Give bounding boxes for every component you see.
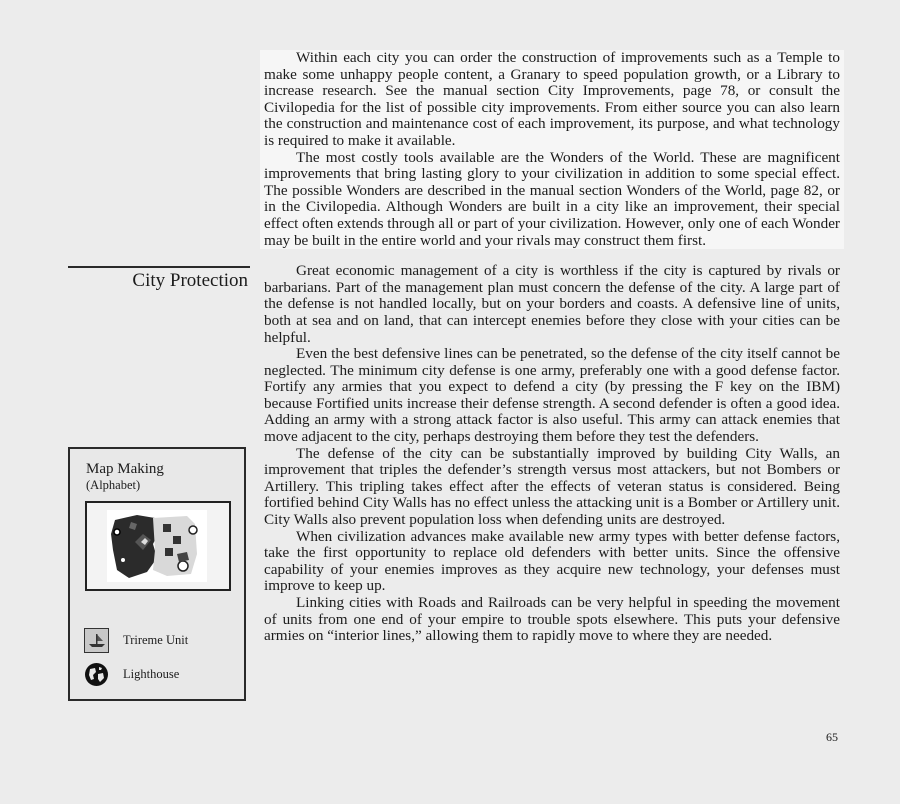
paragraph-roads-railroads: Linking cities with Roads and Railroads can be very helpful in speeding the movement of units from one end of your empire to trouble spots elsewhere. This puts your defensive armies on “interior lines,” allowing them to rapidly move to where they are needed. <box>264 594 840 645</box>
section-break <box>264 249 840 263</box>
tech-sidebar-box <box>68 447 246 701</box>
map-making-screenshot <box>85 501 231 591</box>
sidebar-subtitle: (Alphabet) <box>86 478 141 492</box>
globe-icon <box>84 662 109 687</box>
sidebar-item-lighthouse <box>84 662 179 687</box>
sidebar-title: Map Making <box>86 461 164 477</box>
section-heading: City Protection <box>132 270 248 291</box>
paragraph-wonders: The most costly tools available are the Wonders of the World. These are magnificent improvements that bring lasting glory to your civilization in addition to some special effect. The possible Wonders are described in the manual section Wonders of the World, page 82, or in the Civilopedia. Although Wonders are built in a city like an improvement, their special effect often extends through all or part of your civilization. However, only one of each Wonder may be built in the entire world and your rivals may construct them first. <box>260 150 844 250</box>
sidebar-item-label: Trireme Unit <box>123 633 189 647</box>
paragraph-defensive-lines: Even the best defensive lines can be penetrated, so the defense of the city itself cannot be neglected. The minimum city defense is one army, preferably one with a good defense factor. Fortify any armies that you expect to defend a city (by pressing the F key on the IBM) because Fortified units increase their defense strength. A second defender is often a good idea. Adding an army with a strong attack factor is also useful. This army can attack enemies that move adjacent to the city, perhaps destroying them before they test the defenders. <box>264 345 840 446</box>
section-rule <box>68 266 250 268</box>
paragraph-economic-management: Great economic management of a city is worthless if the city is captured by rivals or barbarians. Part of the management plan must concern the defense of the city. A large part of the defense is not handled locally, but on your borders and coasts. A defensive line of units, both at sea and on land, that can intercept enemies before they close with your cities can be helpful. <box>264 262 840 346</box>
page-number: 65 <box>826 730 838 744</box>
sidebar-item-trireme <box>84 628 188 653</box>
sidebar-item-label: Lighthouse <box>123 667 180 681</box>
map-making-illustration <box>107 510 207 582</box>
paragraph-improvements: Within each city you can order the construction of improvements such as a Temple to make some unhappy people content, a Granary to speed population growth, or a Library to increase research. See the manual section City Improvements, page 78, or consult the Civilopedia for the list of possible city improvements. From either source you can also learn the construction and maintenance cost of each improvement, its purpose, and what technology is required to make it available. <box>260 50 844 150</box>
trireme-icon <box>84 628 109 653</box>
paragraph-new-army-types: When civilization advances make available new army types with better defense factors, take the first opportunity to replace old defenders with better units. Since the offensive capability of your enemies improves as they acquire new technology, your defenses must improve to keep up. <box>264 527 840 595</box>
paragraph-city-walls: The defense of the city can be substantially improved by building City Walls, an improvement that triples the defender’s strength versus most attackers, but not Bombers or Artillery. This tripling takes effect after the effects of veteran status is considered. Being fortified behind City Walls has no effect unless the attacking unit is a Bomber or Artillery unit. City Walls also prevent population loss when defending units are destroyed. <box>264 444 840 529</box>
body-text <box>264 50 840 645</box>
